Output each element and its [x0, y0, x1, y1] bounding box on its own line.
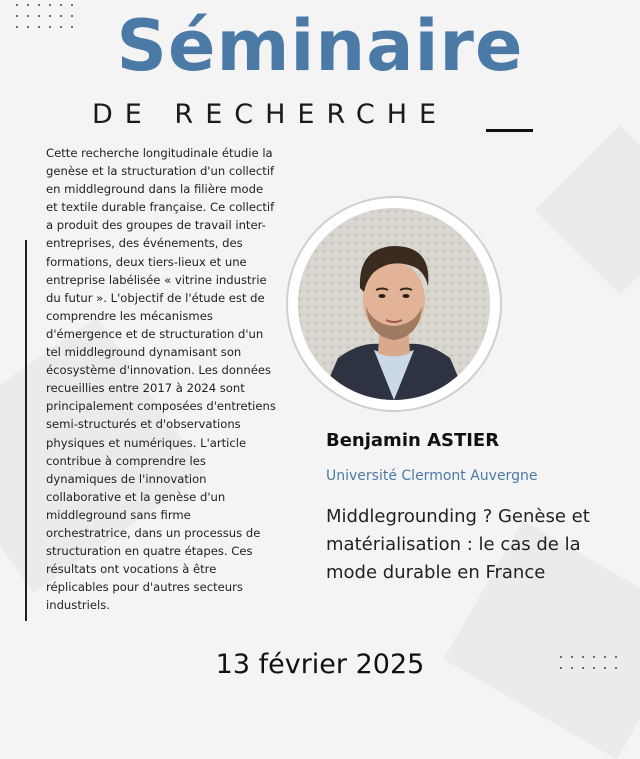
talk-title: Middlegrounding ? Genèse et matérialisation : le cas de la mode durable en France: [326, 506, 590, 583]
background-shape-top: [535, 125, 640, 295]
abstract-text: Cette recherche longitudinale étudie la genèse et la structuration d'un collectif en middleground dans la filière mode et textile durable française. Ce collectif a produit des groupes de travail inter-entreprises, des événements, des formations, deux tiers-lieux et une entreprise labélisée « vitrine industrie du futur ». L'objectif de l'étude est de comprendre les mécanismes d'émergence et de structuration d'un tel middleground dynamisant son écosystème d'innovation. Les données recueillies entre 2017 à 2024 sont principalement composées d'entretiens semi-structurés et d'observations physiques et numériques. L'article contribue à comprendre les dynamiques de l'innovation collaborative et la genèse d'un middleground sans firme orchestratrice, dans un processus de structuration en quatre étapes. Ces résultats ont vocations à être réplicables pour d'autres secteurs industriels.: [46, 146, 276, 613]
speaker-portrait-illustration: [298, 208, 490, 400]
subtitle-underline: [486, 129, 533, 132]
seminar-title: Séminaire: [116, 5, 524, 87]
seminar-subtitle: DE RECHERCHE: [92, 99, 449, 130]
event-date: 13 février 2025: [215, 649, 425, 680]
speaker-affiliation: Université Clermont Auvergne: [326, 468, 538, 484]
speaker-name: Benjamin ASTIER: [326, 430, 500, 451]
speaker-photo: [298, 208, 490, 400]
text-divider-line: [25, 240, 27, 621]
